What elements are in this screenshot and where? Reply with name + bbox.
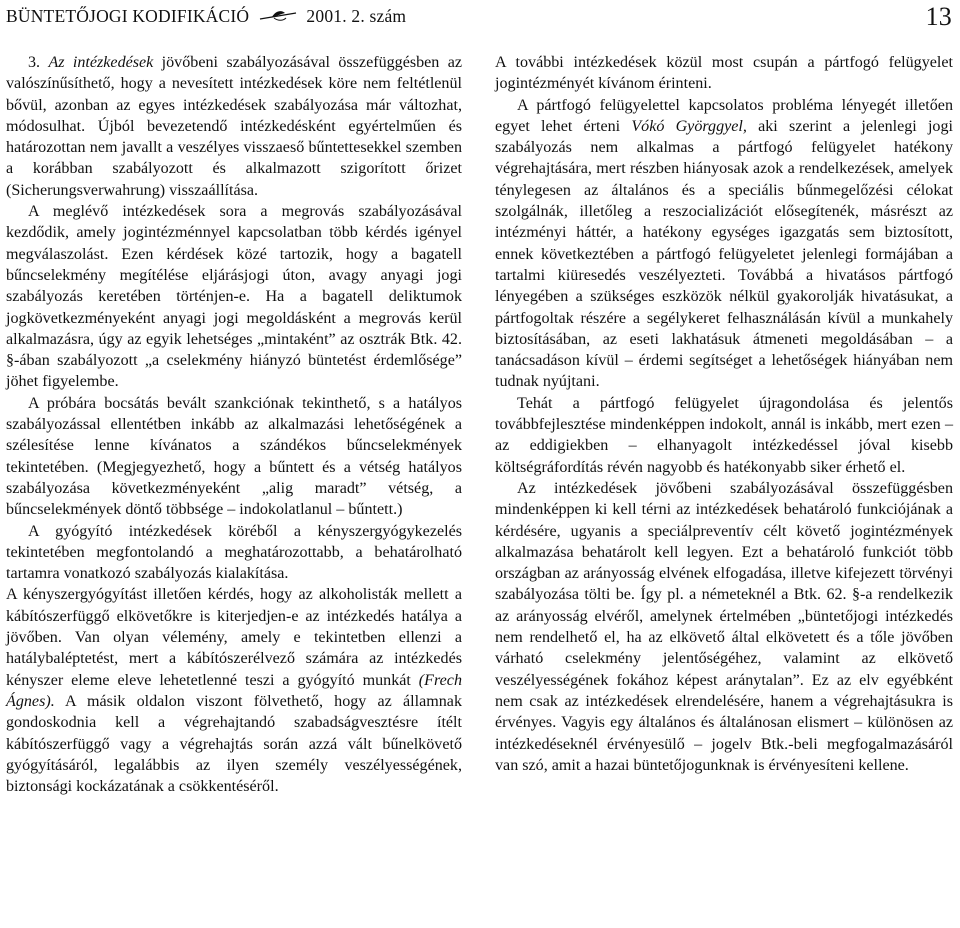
italic-author: (Frech Ágnes). [6, 671, 462, 710]
text-run: A kényszergyógyítást illetően kérdés, hogy az alkoholisták mellett a kábítószerfüggő elkövetőkre is kiterjedjen-e az intézkedés hatálya a jövőben. Van olyan vélemény, amely e tekintetben ellenzi a hatálybaléptetést, mert a kábítószerélvező számára az intézkedés kényszer eleme eleve lehetetlenné teszi a gyógyító munkát [6, 586, 462, 689]
page-number: 13 [925, 2, 952, 31]
paragraph: A próbára bocsátás bevált szankciónak tekinthető, s a hatályos szabályozással ellentétben inkább az alkalmazási lehetőségének a szélesítése lenne kívánatos a szándékos bűncselekmények tekintetében. (Megjegyezhető, hogy a bűntett és a vétség hatályos szabályozása következményeként „alig maradt” vétség, a bűncselekmények döntő többsége – indokolatlanul – bűntett.) [6, 394, 462, 519]
paragraph [6, 52, 462, 201]
text-run: A másik oldalon viszont fölvethető, hogy az államnak gondoskodnia kell a végrehajtandó szabadságvesztésre ítélt kábítószerfüggő vagy a végrehajtás során azzá vált bűnelkövető gyógyításáról, legalábbis az ilyen személy veszélyességének, biztonsági kockázatának a csökkentéséről. [6, 692, 462, 796]
text-run: A pártfogó felügyelettel kapcsolatos probléma lényegét illetően egyet lehet érteni [495, 96, 953, 135]
text-run: 3. [28, 54, 49, 71]
italic-author: Vókó Györggyel, [631, 117, 747, 135]
paragraph: A további intézkedések közül most csupán a pártfogó felügyelet jogintézményét kívánom érinteni. [495, 54, 953, 93]
running-header [6, 4, 952, 32]
paragraph [495, 95, 953, 393]
paragraph [6, 584, 462, 797]
italic-term: Az intézkedések [48, 54, 154, 71]
quill-icon [258, 9, 298, 23]
header-left [6, 6, 406, 27]
paragraph: A meglévő intézkedések sora a megrovás szabályozásával kezdődik, amely jogintézménnyel kapcsolatban több kérdés igényel megválaszolást. Ezen kérdések közé tartozik, hogy a bagatell bűncselekmény megítélése eljárásjogi úton, avagy anyagi jogi szabályozás keretében történjen-e. Ha a bagatell deliktumok jogkövetkezményeként anyagi jogi megoldásként a megrovás kerül alkalmazásra, úgy az egyik lehetséges „mintaként” az osztrák Btk. 42. §-ában szabályozott „a cselekmény hiányzó büntetést érdemlősége” jöhet figyelembe. [6, 203, 462, 391]
right-column [495, 52, 953, 776]
issue-label: 2001. 2. szám [306, 6, 407, 26]
left-column [6, 52, 462, 797]
paragraph: Az intézkedések jövőbeni szabályozásával összefüggésben mindenképpen ki kell térni az intézkedések behatároló funkciójának a kérdésére, ugyanis a speciálpreventív célt követő jogintézmények alkalmazása behatárolt kell legyen. Ezt a behatároló funkciót több országban az arányosság elvének elfogadása, illetve kifejezett törvényi szabályozása tölti be. Így pl. a németeknél a Btk. 62. §-a rendelkezik az arányosság elvéről, amelynek értelmében „büntetőjogi intézkedés nem rendelhető el, ha az elkövető által elkövetett és a tőle jövőben várható cselekmény jelentőségéhez, valamint az elkövető veszélyességének fokához képest aránytalan”. Ez az elv egyébként nem csak az intézkedések elrendelésére, hanem a végrehajtásukra is érvényes. Vagyis egy általános és általánosan elismert – különösen az intézkedéseknél érvényesülő – jogelv Btk.-beli megfogalmazásáról van szó, amit a hazai büntetőjogunknak is érvényesíteni kellene. [495, 479, 953, 774]
paragraph: A gyógyító intézkedések köréből a kényszergyógykezelés tekintetében megfontolandó a meghatározottabb, a behatárolható tartamra vonatkozó szabályozás kialakítása. [6, 522, 462, 583]
text-run: jövőbeni szabályozásával összefüggésben az valószínűsíthető, hogy a nevesített intézkedések köre nem feltétlenül bővül, azonban az egyes intézkedések szabályozása már változhat, módosulhat. Újból bevezetendő intézkedésként egyértelműen és határozottan nem javallt a veszélyes visszaeső bűntettesekkel szemben a korábban szabályozott és alkalmazott szigorított őrizet (Sicherungsverwahrung) visszaállítása. [6, 54, 462, 199]
text-run: aki szerint a jelenlegi jogi szabályozás nem alkalmas a pártfogó felügyelet hatékony végrehajtására, mert részben hiányosak azok a rendelkezések, amelyek ténylegesen az általános és a speciális bűnmegelőzési célokat szolgálnák, illetőleg a reszocializációt elősegítenék, másrészt az intézményi háttér, a hatékony egységes igazgatás sem biztosított, ennek következtében a pártfogó felügyeletet jelenlegi formájában a tartalmi kiüresedés veszélyezteti. Továbbá a hivatásos pártfogó lényegében a szükséges eszközök nélkül gyakorolják hivatásukat, a pártfogoltak részére a segélykeret felhasználásán kívül a munkahely biztosításában, az eseti lakhatásuk átmeneti megoldásában – a tanácsadáson kívül – érdemi segítséget a lehetőségek hiányában nem tudnak nyújtani. [495, 117, 953, 391]
paragraph: Tehát a pártfogó felügyelet újragondolása és jelentős továbbfejlesztése mindenképpen indokolt, annál is inkább, mert ezen – az eddigiekben – elhanyagolt intézkedéssel jóval kisebb költségráfordítás révén nagyobb és hatékonyabb siker érhető el. [495, 394, 953, 476]
journal-title: BÜNTETŐJOGI KODIFIKÁCIÓ [6, 6, 250, 26]
